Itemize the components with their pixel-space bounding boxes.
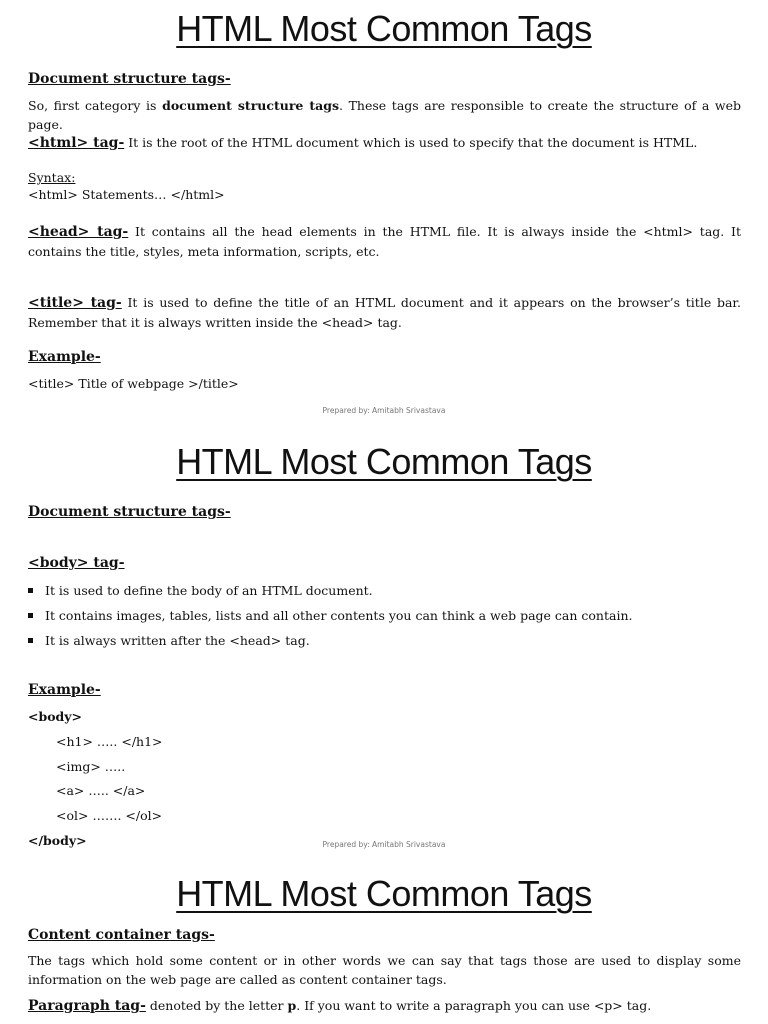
section-heading: Content container tags- (28, 927, 215, 943)
code-line: <h1> ….. </h1> (56, 734, 163, 749)
example-heading: Example- (28, 349, 101, 365)
syntax-label: Syntax: (28, 170, 76, 185)
intro-text-end: . These tags are responsible to create the structure of a web page. (28, 98, 741, 132)
intro-paragraph (28, 96, 741, 134)
intro-bold-term: document structure tags (162, 98, 340, 113)
body-tag-label: <body> tag- (28, 555, 125, 571)
bullet-marker (28, 613, 33, 618)
title-tag-label: <title> tag- (28, 295, 122, 311)
html-tag-paragraph (28, 133, 741, 153)
bullet-text: It is always written after the <head> tag. (45, 633, 310, 648)
html-tag-description: It is the root of the HTML document which is used to specify that the document is HTML. (124, 135, 698, 150)
bullet-marker (28, 588, 33, 593)
example-heading: Example- (28, 682, 101, 698)
bullet-item (28, 606, 632, 625)
head-tag-paragraph (28, 222, 741, 261)
section-heading: Document structure tags- (28, 71, 231, 87)
slide-title: HTML Most Common Tags (176, 441, 592, 482)
example-code: <title> Title of webpage >/title> (28, 376, 239, 391)
paragraph-tag-text-end: . If you want to write a paragraph you can use <p> tag. (296, 998, 652, 1013)
bullet-text: It is used to define the body of an HTML document. (45, 583, 373, 598)
section-heading: Document structure tags- (28, 504, 231, 520)
bullet-item (28, 631, 310, 650)
footer-credit: Prepared by: Amitabh Srivastava (322, 840, 446, 849)
code-line: <a> ….. </a> (56, 783, 146, 798)
title-tag-paragraph (28, 293, 741, 332)
paragraph-tag-label: Paragraph tag- (28, 998, 146, 1014)
slide-title: HTML Most Common Tags (176, 873, 592, 914)
syntax-code: <html> Statements… </html> (28, 187, 225, 202)
html-tag-label: <html> tag- (28, 135, 125, 151)
paragraph-tag-letter: p (287, 998, 297, 1013)
code-open-tag: <body> (28, 709, 83, 724)
head-tag-label: <head> tag- (28, 224, 129, 240)
code-close-tag: </body> (28, 833, 87, 848)
bullet-text: It contains images, tables, lists and all other contents you can think a web page can contain. (45, 608, 633, 623)
slide-title: HTML Most Common Tags (176, 8, 592, 49)
bullet-marker (28, 638, 33, 643)
intro-paragraph: The tags which hold some content or in other words we can say that tags those are used to display some information on the web page are called as content container tags. (28, 953, 741, 987)
paragraph-tag-text: denoted by the letter (145, 998, 288, 1013)
code-line: <img> ….. (56, 759, 126, 774)
head-tag-description: It contains all the head elements in the HTML file. It is always inside the <html> tag. It contains the title, styles, meta information, scripts, etc. (28, 224, 742, 259)
footer-credit: Prepared by: Amitabh Srivastava (322, 406, 446, 415)
title-tag-description: It is used to define the title of an HTML document and it appears on the browser’s title bar. Remember that it is always written inside the <head> tag. (28, 295, 741, 330)
bullet-item (28, 581, 373, 600)
intro-text: So, first category is (28, 98, 163, 113)
paragraph-tag-paragraph (28, 996, 741, 1016)
code-line: <ol> ……. </ol> (56, 808, 163, 823)
